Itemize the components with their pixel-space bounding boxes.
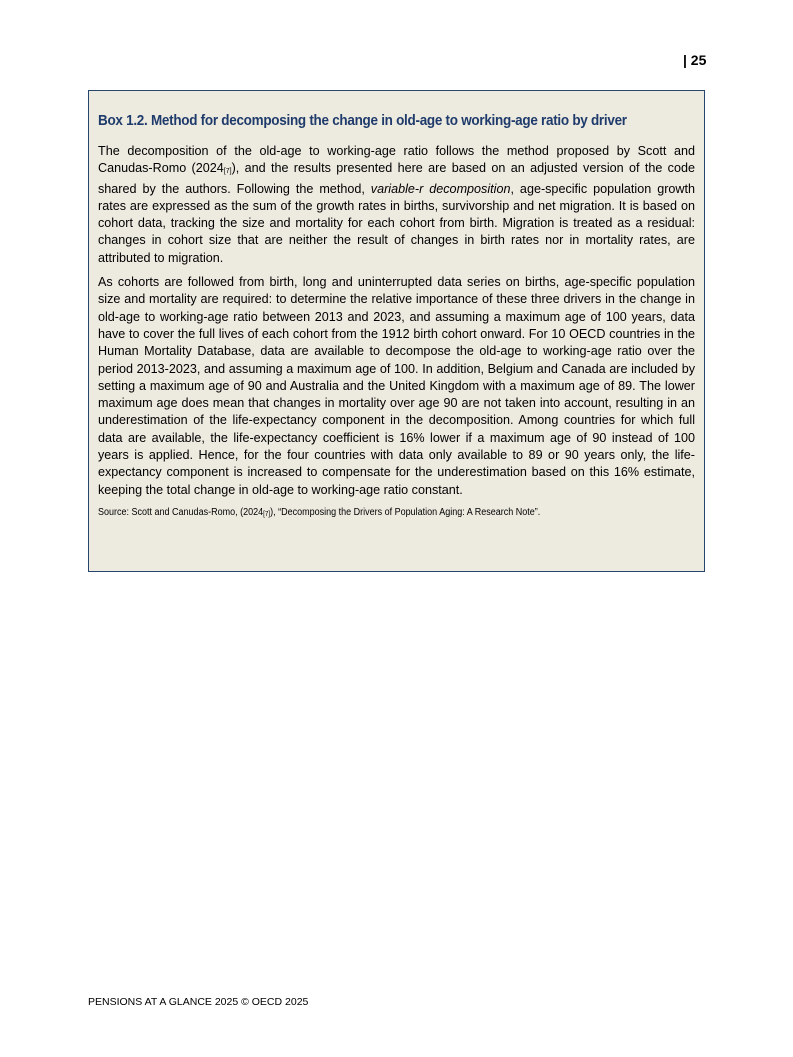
p1-text-c: , age-specific population growth rates are expressed as the sum of the growth rates in births, survivorship and net migration. It is based on cohort data, tracking the size and mortality for each cohort from birth. Migration is treated as a residual: changes in cohort size that are neither the result of changes in birth rates nor in mortality rates, are attributed to migration. bbox=[98, 181, 695, 265]
paragraph-1 bbox=[98, 143, 695, 267]
source-reference-link[interactable]: [7] bbox=[263, 510, 271, 518]
box-title: Box 1.2. Method for decomposing the change in old-age to working-age ratio by driver bbox=[98, 113, 627, 129]
p1-italic-term: variable-r decomposition bbox=[370, 181, 511, 196]
source-text-b: ), “Decomposing the Drivers of Population Aging: A Research Note”. bbox=[270, 506, 541, 518]
p1-text-b: ), and the results presented here are based on an adjusted version of the code shared by the authors. Following the method, bbox=[98, 161, 695, 196]
paragraph-2: As cohorts are followed from birth, long and uninterrupted data series on births, age-specific population size and mortality are required: to determine the relative importance of these three drivers in the change in old-age to working-age ratio between 2013 and 2023, and assuming a maximum age of 100 years, data have to cover the full lives of each cohort from the 1912 birth cohort onward. For 10 OECD countries in the Human Mortality Database, data are available to decompose the old-age to working-age ratio over the period 2013-2023, and assuming a maximum age of 100. In addition, Belgium and Canada are included by setting a maximum age of 90 and Australia and the United Kingdom with a maximum age of 89. The lower maximum age does mean that changes in mortality over age 90 are not taken into account, resulting in an underestimation of the life-expectancy component in the decomposition. Among countries for which full data are available, the life-expectancy coefficient is 16% lower if a maximum age of 90 instead of 100 years is applied. Hence, for the four countries with data only available to 89 or 90 years only, the life-expectancy component is increased to compensate for the underestimation based on this 16% estimate, keeping the total change in old-age to working-age ratio constant. bbox=[98, 275, 695, 497]
source-text-a: Source: Scott and Canudas-Romo, (2024 bbox=[98, 506, 264, 518]
box-1-2 bbox=[88, 90, 705, 572]
source-note bbox=[98, 506, 635, 522]
page-number: | 25 bbox=[683, 52, 707, 68]
page-footer: PENSIONS AT A GLANCE 2025 © OECD 2025 bbox=[88, 996, 309, 1008]
reference-link[interactable]: [7] bbox=[223, 168, 232, 176]
p1-text-a: The decomposition of the old-age to working-age ratio follows the method proposed by Scott and Canudas-Romo (2024 bbox=[98, 144, 695, 176]
